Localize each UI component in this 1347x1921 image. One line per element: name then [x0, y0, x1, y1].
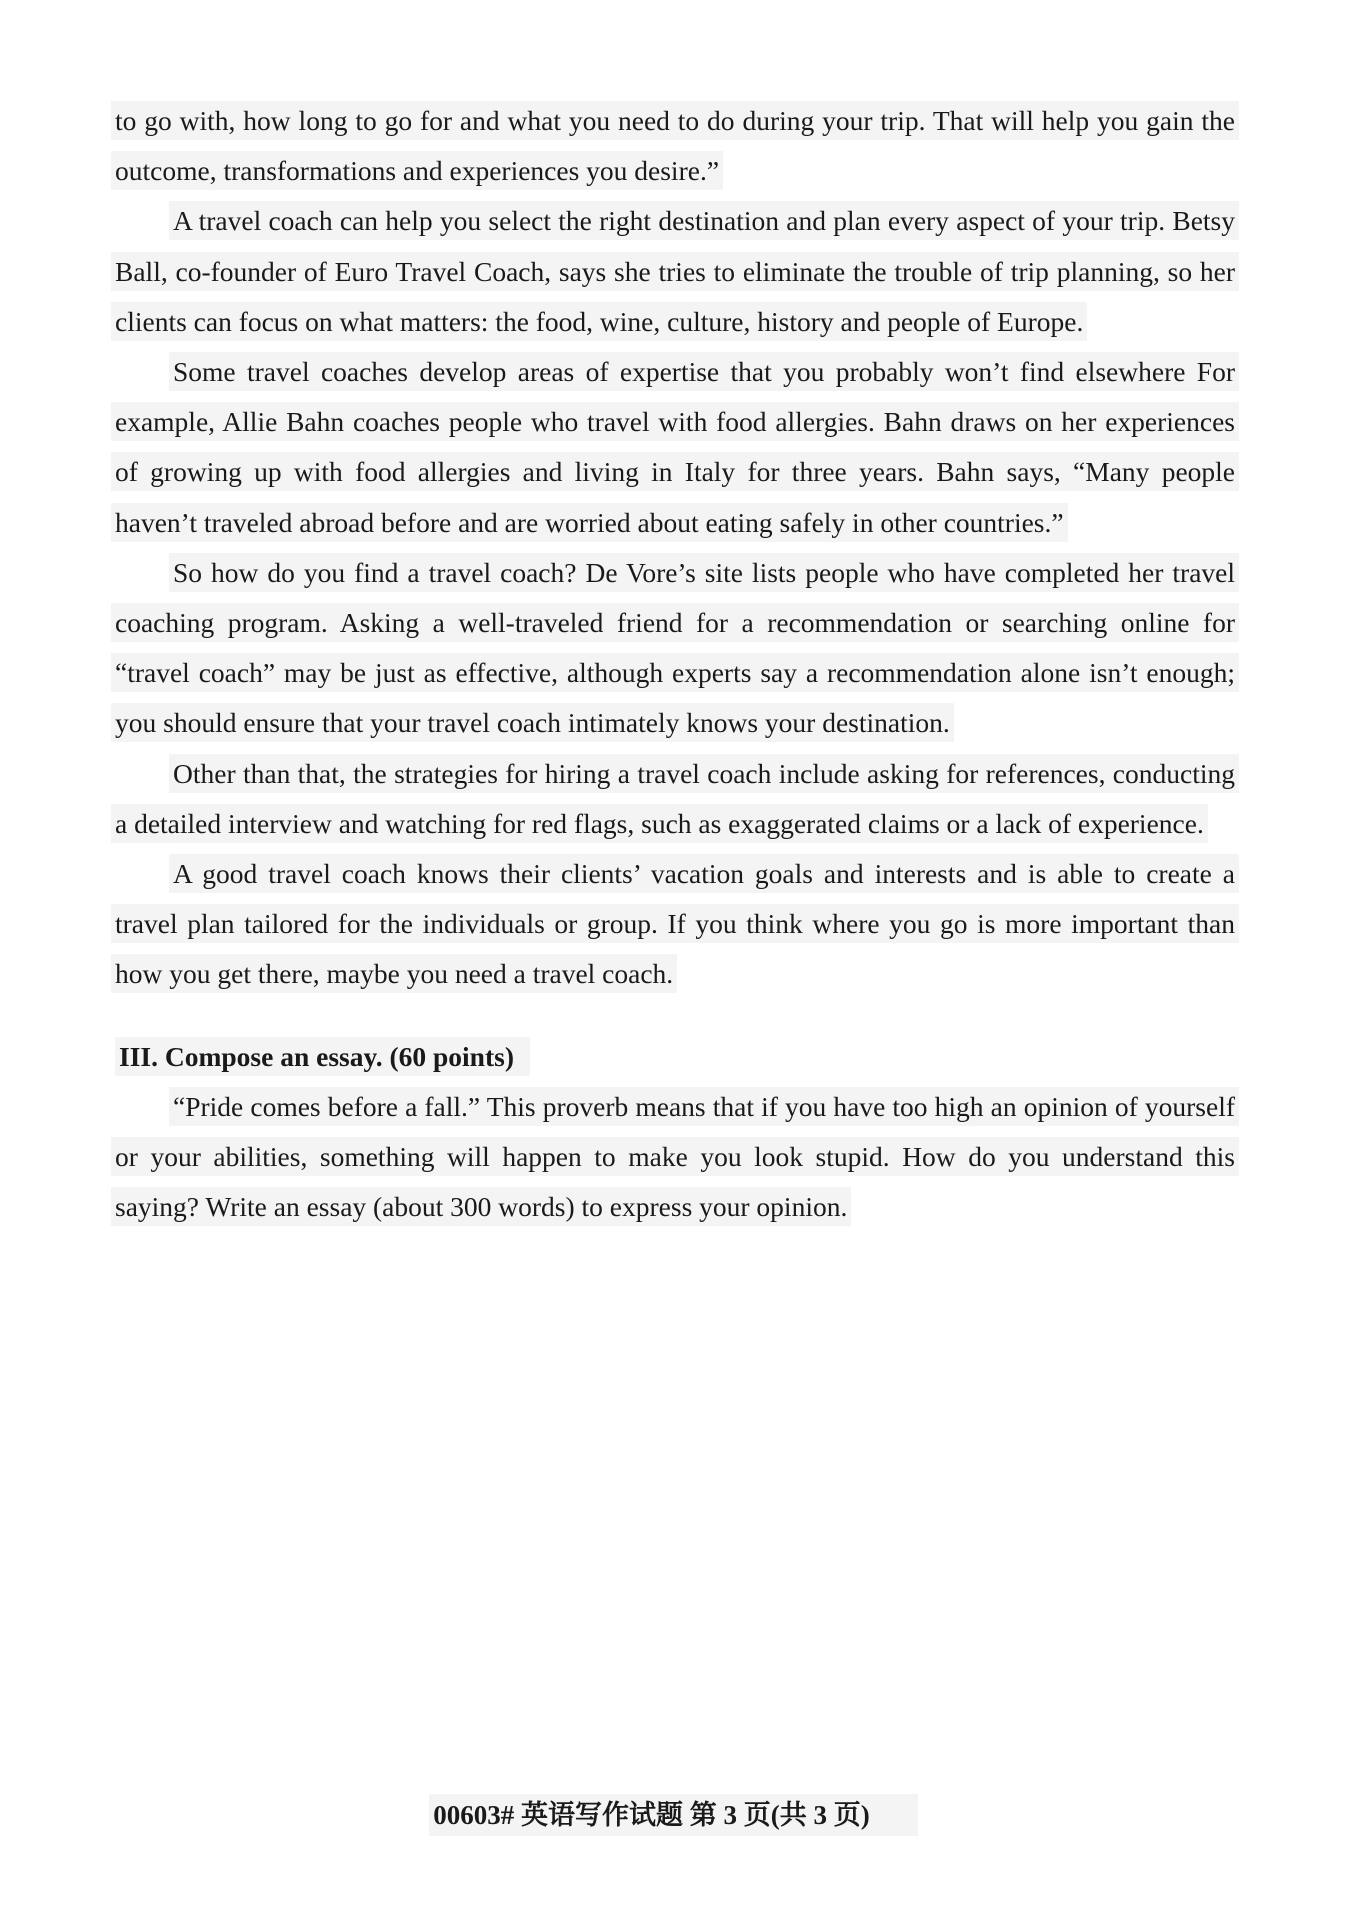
essay-prompt: “Pride comes before a fall.” This proverb means that if you have too high an opinion of yourself or your abilities, something will happen to make you look stupid. How do you understand this saying? Write an essay (about 300 words) to express your opinion. [115, 1090, 1235, 1223]
passage-paragraph-1: to go with, how long to go for and what you need to do during your trip. That will help you gain the outcome, transformations and experiences you desire.” [115, 105, 1235, 187]
passage-paragraph-6: A good travel coach knows their clients’ vacation goals and interests and is able to create a travel plan tailored for the individuals or group. If you think where you go is more important than how you get there, maybe you need a travel coach. [115, 858, 1235, 990]
section-heading: III. Compose an essay. (60 points) [115, 1032, 1235, 1082]
passage-paragraph-3: Some travel coaches develop areas of expertise that you probably won’t find elsewhere For example, Allie Bahn coaches people who travel with food allergies. Bahn draws on her experiences of growing up with food allergies and living in Italy for three years. Bahn says, “Many people haven’t traveled abroad before and are worried about eating safely in other countries.” [115, 356, 1235, 538]
passage-paragraph-5: Other than that, the strategies for hiring a travel coach include asking for references, conducting a detailed interview and watching for red flags, such as exaggerated claims or a lack of experience. [115, 757, 1235, 839]
passage-paragraph-2: A travel coach can help you select the right destination and plan every aspect of your trip. Betsy Ball, co-founder of Euro Travel Coach, says she tries to eliminate the trouble of trip planning, so her clients can focus on what matters: the food, wine, culture, history and people of Europe. [115, 205, 1235, 337]
page-footer: 00603# 英语写作试题 第 3 页(共 3 页) [0, 1793, 1347, 1832]
passage-paragraph-4: So how do you find a travel coach? De Vore’s site lists people who have completed her travel coaching program. Asking a well-traveled friend for a recommendation or searching online for “travel coach” may be just as effective, although experts say a recommendation alone isn’t enough; you should ensure that your travel coach intimately knows your destination. [115, 556, 1235, 739]
exam-page-body [115, 96, 1235, 1232]
